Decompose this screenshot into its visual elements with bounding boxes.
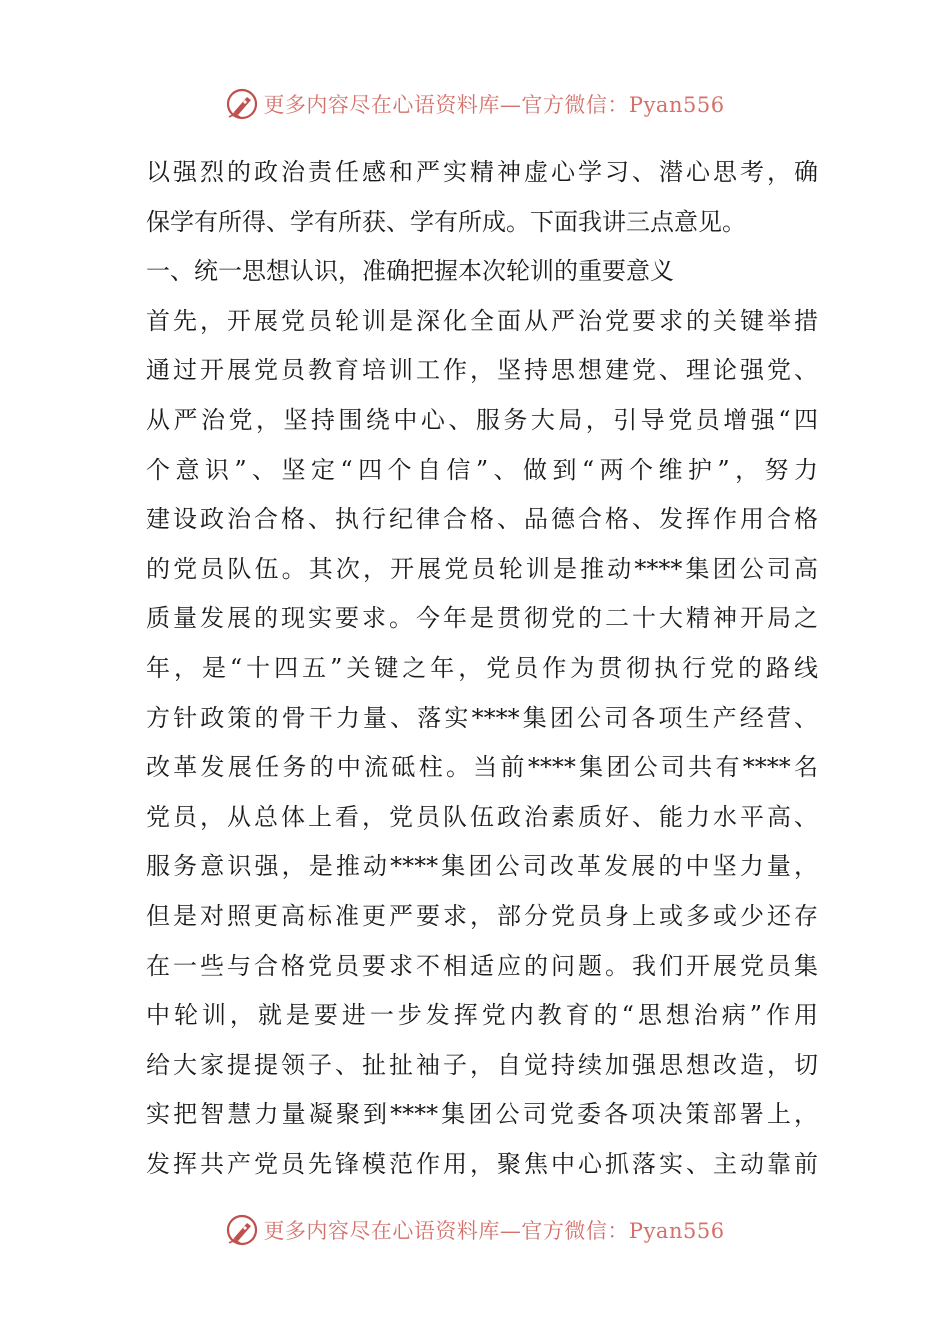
body-line: 但是对照更高标准更严要求，部分党员身上或多或少还存 <box>146 901 818 930</box>
body-line: 改革发展任务的中流砥柱。当前****集团公司共有****名 <box>146 753 818 782</box>
body-line: 年，是“十四五”关键之年，党员作为贯彻执行党的路线 <box>146 653 818 682</box>
body-line: 以强烈的政治责任感和严实精神虚心学习、潜心思考，确 <box>146 158 818 186</box>
body-line: 保学有所得、学有所获、学有所成。下面我讲三点意见。 <box>146 207 746 236</box>
body-line: 服务意识强，是推动****集团公司改革发展的中坚力量， <box>146 852 818 881</box>
body-line: 给大家提提领子、扯扯袖子，自觉持续加强思想改造，切 <box>146 1050 818 1079</box>
body-line: 通过开展党员教育培训工作，坚持思想建党、理论强党、 <box>146 356 818 385</box>
body-line: 建设政治合格、执行纪律合格、品德合格、发挥作用合格 <box>146 505 818 534</box>
body-line: 党员，从总体上看，党员队伍政治素质好、能力水平高、 <box>146 802 818 831</box>
header-watermark-text: 更多内容尽在心语资料库—官方微信：Pyan556 <box>263 93 725 117</box>
footer-watermark-banner <box>0 1210 950 1250</box>
header-watermark-banner <box>0 84 950 124</box>
pen-nib-circle-icon <box>225 87 259 121</box>
body-line: 发挥共产党员先锋模范作用，聚焦中心抓落实、主动靠前 <box>146 1149 818 1178</box>
body-line: 首先，开展党员轮训是深化全面从严治党要求的关键举措 <box>146 306 818 335</box>
body-line: 的党员队伍。其次，开展党员轮训是推动****集团公司高 <box>146 554 818 583</box>
body-line: 个意识”、坚定“四个自信”、做到“两个维护”，努力 <box>146 455 818 484</box>
body-line: 方针政策的骨干力量、落实****集团公司各项生产经营、 <box>146 703 818 732</box>
body-line: 实把智慧力量凝聚到****集团公司党委各项决策部署上， <box>146 1100 818 1129</box>
body-line: 中轮训，就是要进一步发挥党内教育的“思想治病”作用 <box>146 1001 818 1030</box>
section-heading: 一、统一思想认识，准确把握本次轮训的重要意义 <box>146 257 674 286</box>
body-line: 在一些与合格党员要求不相适应的问题。我们开展党员集 <box>146 951 818 980</box>
footer-watermark-text: 更多内容尽在心语资料库—官方微信：Pyan556 <box>263 1219 725 1243</box>
pen-nib-circle-icon <box>225 1213 259 1247</box>
document-body <box>146 148 818 1189</box>
body-line: 质量发展的现实要求。今年是贯彻党的二十大精神开局之 <box>146 604 818 633</box>
body-line: 从严治党，坚持围绕中心、服务大局，引导党员增强“四 <box>146 405 818 434</box>
